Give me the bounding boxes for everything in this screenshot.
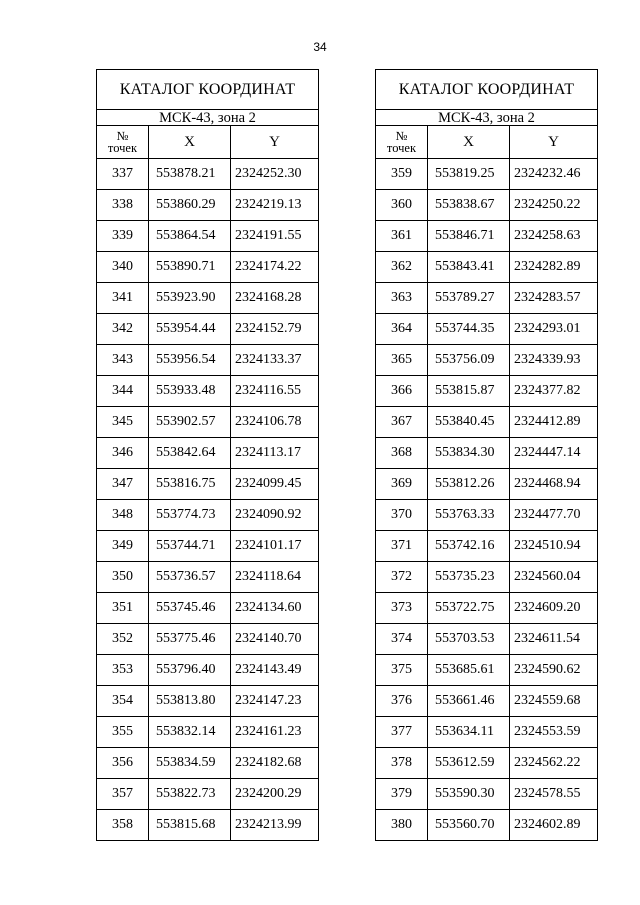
- y-coordinate-cell: 2324602.89: [510, 810, 598, 841]
- point-number-cell: 366: [376, 376, 428, 407]
- table-row: [376, 314, 598, 345]
- table-row: [376, 252, 598, 283]
- x-coordinate-cell: 553816.75: [149, 469, 231, 500]
- point-number-cell: 340: [97, 252, 149, 283]
- table-row: [97, 779, 319, 810]
- point-number-cell: 365: [376, 345, 428, 376]
- point-number-cell: 370: [376, 500, 428, 531]
- y-coordinate-cell: 2324174.22: [231, 252, 319, 283]
- y-coordinate-cell: 2324258.63: [510, 221, 598, 252]
- x-coordinate-cell: 553819.25: [428, 159, 510, 190]
- point-number-cell: 374: [376, 624, 428, 655]
- table-row: [97, 562, 319, 593]
- y-coordinate-cell: 2324590.62: [510, 655, 598, 686]
- y-coordinate-cell: 2324250.22: [510, 190, 598, 221]
- point-number-cell: 377: [376, 717, 428, 748]
- table-row: [376, 748, 598, 779]
- table-body: [97, 159, 319, 841]
- x-coordinate-cell: 553813.80: [149, 686, 231, 717]
- y-coordinate-cell: 2324477.70: [510, 500, 598, 531]
- x-coordinate-cell: 553736.57: [149, 562, 231, 593]
- point-number-cell: 380: [376, 810, 428, 841]
- x-coordinate-cell: 553822.73: [149, 779, 231, 810]
- x-coordinate-cell: 553756.09: [428, 345, 510, 376]
- point-number-cell: 355: [97, 717, 149, 748]
- x-coordinate-cell: 553612.59: [428, 748, 510, 779]
- point-number-cell: 345: [97, 407, 149, 438]
- x-coordinate-cell: 553685.61: [428, 655, 510, 686]
- point-number-cell: 339: [97, 221, 149, 252]
- y-coordinate-cell: 2324168.28: [231, 283, 319, 314]
- y-coordinate-cell: 2324152.79: [231, 314, 319, 345]
- x-coordinate-cell: 553744.71: [149, 531, 231, 562]
- table-row: [376, 717, 598, 748]
- y-coordinate-cell: 2324611.54: [510, 624, 598, 655]
- point-number-cell: 338: [97, 190, 149, 221]
- x-coordinate-cell: 553860.29: [149, 190, 231, 221]
- table-row: [97, 438, 319, 469]
- y-coordinate-cell: 2324213.99: [231, 810, 319, 841]
- y-coordinate-cell: 2324468.94: [510, 469, 598, 500]
- x-coordinate-cell: 553843.41: [428, 252, 510, 283]
- point-number-cell: 346: [97, 438, 149, 469]
- table-row: [97, 810, 319, 841]
- point-number-cell: 358: [97, 810, 149, 841]
- y-coordinate-cell: 2324293.01: [510, 314, 598, 345]
- point-number-cell: 348: [97, 500, 149, 531]
- x-coordinate-cell: 553590.30: [428, 779, 510, 810]
- y-coordinate-cell: 2324147.23: [231, 686, 319, 717]
- point-number-cell: 337: [97, 159, 149, 190]
- point-number-cell: 371: [376, 531, 428, 562]
- x-coordinate-cell: 553832.14: [149, 717, 231, 748]
- y-coordinate-cell: 2324232.46: [510, 159, 598, 190]
- point-number-cell: 343: [97, 345, 149, 376]
- point-number-cell: 367: [376, 407, 428, 438]
- column-header-y: Y: [231, 126, 319, 159]
- x-coordinate-cell: 553834.59: [149, 748, 231, 779]
- x-coordinate-cell: 553846.71: [428, 221, 510, 252]
- table-row: [97, 624, 319, 655]
- x-coordinate-cell: 553842.64: [149, 438, 231, 469]
- x-coordinate-cell: 553722.75: [428, 593, 510, 624]
- table-subtitle: МСК-43, зона 2: [376, 110, 598, 126]
- point-number-cell: 364: [376, 314, 428, 345]
- column-header-point-number: № точек: [97, 126, 149, 159]
- point-number-cell: 378: [376, 748, 428, 779]
- table-row: [97, 407, 319, 438]
- x-coordinate-cell: 553838.67: [428, 190, 510, 221]
- y-coordinate-cell: 2324143.49: [231, 655, 319, 686]
- x-coordinate-cell: 553954.44: [149, 314, 231, 345]
- table-title: КАТАЛОГ КООРДИНАТ: [97, 70, 319, 110]
- table-row: [376, 562, 598, 593]
- table-row: [97, 190, 319, 221]
- table-row: [376, 655, 598, 686]
- y-coordinate-cell: 2324447.14: [510, 438, 598, 469]
- x-coordinate-cell: 553812.26: [428, 469, 510, 500]
- table-row: [97, 252, 319, 283]
- point-number-cell: 356: [97, 748, 149, 779]
- coordinate-catalog-table-left: [96, 69, 319, 841]
- point-number-cell: 357: [97, 779, 149, 810]
- column-header-point-number: № точек: [376, 126, 428, 159]
- x-coordinate-cell: 553634.11: [428, 717, 510, 748]
- point-number-cell: 342: [97, 314, 149, 345]
- point-number-cell: 359: [376, 159, 428, 190]
- x-coordinate-cell: 553789.27: [428, 283, 510, 314]
- y-coordinate-cell: 2324161.23: [231, 717, 319, 748]
- table-row: [97, 717, 319, 748]
- x-coordinate-cell: 553864.54: [149, 221, 231, 252]
- y-coordinate-cell: 2324560.04: [510, 562, 598, 593]
- x-coordinate-cell: 553902.57: [149, 407, 231, 438]
- table-row: [376, 686, 598, 717]
- point-number-cell: 369: [376, 469, 428, 500]
- point-number-cell: 351: [97, 593, 149, 624]
- y-coordinate-cell: 2324106.78: [231, 407, 319, 438]
- table-subtitle: МСК-43, зона 2: [97, 110, 319, 126]
- x-coordinate-cell: 553774.73: [149, 500, 231, 531]
- point-number-cell: 349: [97, 531, 149, 562]
- table-row: [97, 221, 319, 252]
- y-coordinate-cell: 2324219.13: [231, 190, 319, 221]
- point-number-cell: 347: [97, 469, 149, 500]
- y-coordinate-cell: 2324578.55: [510, 779, 598, 810]
- table-row: [376, 438, 598, 469]
- point-number-cell: 341: [97, 283, 149, 314]
- point-number-cell: 353: [97, 655, 149, 686]
- table-row: [97, 531, 319, 562]
- y-coordinate-cell: 2324252.30: [231, 159, 319, 190]
- y-coordinate-cell: 2324140.70: [231, 624, 319, 655]
- x-coordinate-cell: 553703.53: [428, 624, 510, 655]
- x-coordinate-cell: 553742.16: [428, 531, 510, 562]
- x-coordinate-cell: 553796.40: [149, 655, 231, 686]
- table-row: [376, 779, 598, 810]
- table-row: [376, 469, 598, 500]
- table-row: [376, 810, 598, 841]
- x-coordinate-cell: 553745.46: [149, 593, 231, 624]
- page-number: 34: [313, 40, 327, 54]
- y-coordinate-cell: 2324133.37: [231, 345, 319, 376]
- point-number-cell: 379: [376, 779, 428, 810]
- y-coordinate-cell: 2324553.59: [510, 717, 598, 748]
- table-row: [376, 283, 598, 314]
- table-row: [376, 407, 598, 438]
- table-row: [376, 376, 598, 407]
- point-number-cell: 360: [376, 190, 428, 221]
- y-coordinate-cell: 2324609.20: [510, 593, 598, 624]
- table-row: [97, 686, 319, 717]
- x-coordinate-cell: 553815.68: [149, 810, 231, 841]
- point-number-cell: 361: [376, 221, 428, 252]
- x-coordinate-cell: 553956.54: [149, 345, 231, 376]
- y-coordinate-cell: 2324101.17: [231, 531, 319, 562]
- y-coordinate-cell: 2324377.82: [510, 376, 598, 407]
- y-coordinate-cell: 2324339.93: [510, 345, 598, 376]
- point-number-cell: 372: [376, 562, 428, 593]
- column-header-x: X: [149, 126, 231, 159]
- point-number-cell: 363: [376, 283, 428, 314]
- point-number-cell: 376: [376, 686, 428, 717]
- coordinate-catalog-table-right: [375, 69, 598, 841]
- table-title: КАТАЛОГ КООРДИНАТ: [376, 70, 598, 110]
- y-coordinate-cell: 2324118.64: [231, 562, 319, 593]
- table-row: [97, 376, 319, 407]
- table-row: [97, 283, 319, 314]
- table-row: [97, 345, 319, 376]
- table-row: [376, 159, 598, 190]
- table-row: [376, 624, 598, 655]
- point-number-cell: 350: [97, 562, 149, 593]
- y-coordinate-cell: 2324191.55: [231, 221, 319, 252]
- point-number-cell: 344: [97, 376, 149, 407]
- point-number-cell: 362: [376, 252, 428, 283]
- table-row: [376, 500, 598, 531]
- table-row: [97, 314, 319, 345]
- x-coordinate-cell: 553744.35: [428, 314, 510, 345]
- x-coordinate-cell: 553878.21: [149, 159, 231, 190]
- column-header-x: X: [428, 126, 510, 159]
- table-row: [376, 221, 598, 252]
- x-coordinate-cell: 553933.48: [149, 376, 231, 407]
- y-coordinate-cell: 2324283.57: [510, 283, 598, 314]
- y-coordinate-cell: 2324510.94: [510, 531, 598, 562]
- table-row: [376, 190, 598, 221]
- table-row: [97, 655, 319, 686]
- table-row: [376, 345, 598, 376]
- y-coordinate-cell: 2324200.29: [231, 779, 319, 810]
- x-coordinate-cell: 553834.30: [428, 438, 510, 469]
- point-number-cell: 375: [376, 655, 428, 686]
- y-coordinate-cell: 2324113.17: [231, 438, 319, 469]
- x-coordinate-cell: 553775.46: [149, 624, 231, 655]
- y-coordinate-cell: 2324182.68: [231, 748, 319, 779]
- y-coordinate-cell: 2324562.22: [510, 748, 598, 779]
- table-body: [376, 159, 598, 841]
- x-coordinate-cell: 553763.33: [428, 500, 510, 531]
- column-header-y: Y: [510, 126, 598, 159]
- x-coordinate-cell: 553923.90: [149, 283, 231, 314]
- point-number-cell: 354: [97, 686, 149, 717]
- x-coordinate-cell: 553815.87: [428, 376, 510, 407]
- table-row: [97, 469, 319, 500]
- y-coordinate-cell: 2324116.55: [231, 376, 319, 407]
- table-row: [97, 159, 319, 190]
- table-row: [97, 500, 319, 531]
- x-coordinate-cell: 553840.45: [428, 407, 510, 438]
- point-number-cell: 373: [376, 593, 428, 624]
- x-coordinate-cell: 553560.70: [428, 810, 510, 841]
- x-coordinate-cell: 553890.71: [149, 252, 231, 283]
- x-coordinate-cell: 553735.23: [428, 562, 510, 593]
- y-coordinate-cell: 2324134.60: [231, 593, 319, 624]
- table-row: [97, 748, 319, 779]
- point-number-cell: 368: [376, 438, 428, 469]
- table-row: [97, 593, 319, 624]
- table-row: [376, 593, 598, 624]
- table-row: [376, 531, 598, 562]
- y-coordinate-cell: 2324559.68: [510, 686, 598, 717]
- y-coordinate-cell: 2324282.89: [510, 252, 598, 283]
- point-number-cell: 352: [97, 624, 149, 655]
- x-coordinate-cell: 553661.46: [428, 686, 510, 717]
- y-coordinate-cell: 2324099.45: [231, 469, 319, 500]
- y-coordinate-cell: 2324412.89: [510, 407, 598, 438]
- y-coordinate-cell: 2324090.92: [231, 500, 319, 531]
